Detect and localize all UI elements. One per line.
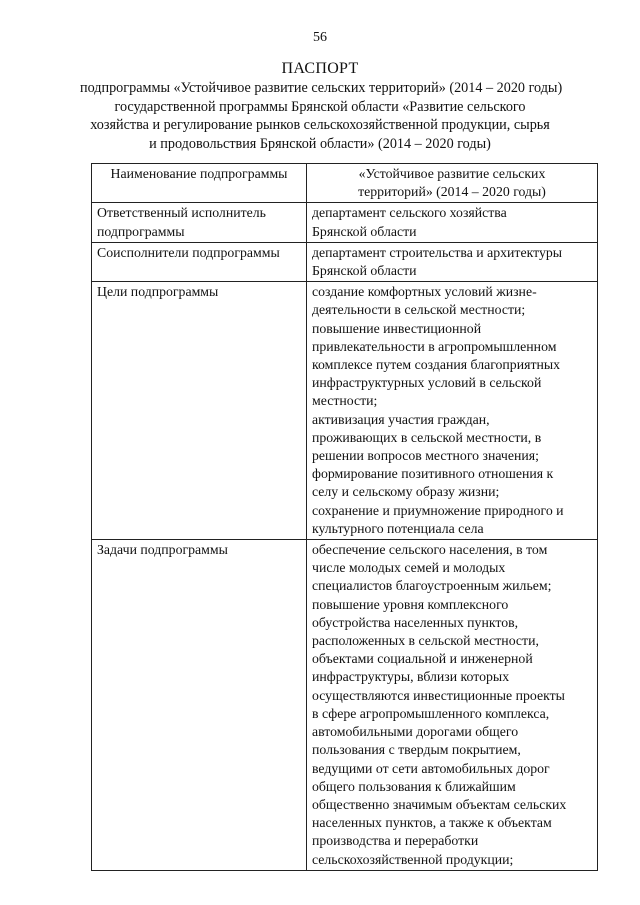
row-value-line: в сфере агропромышленного комплекса, bbox=[312, 705, 550, 721]
row-value-line: населенных пунктов, а также к объектам bbox=[312, 815, 552, 831]
header-value-cell bbox=[307, 164, 598, 203]
row-value-line: формирование позитивного отношения к bbox=[312, 466, 554, 482]
row-value-line: комплексе путем создания благоприятных bbox=[312, 357, 561, 373]
row-value-line: инфраструктурных условий в сельской bbox=[312, 375, 542, 391]
document-title: ПАСПОРТ bbox=[281, 60, 359, 77]
row-value-line: числе молодых семей и молодых bbox=[312, 560, 506, 576]
passport-table bbox=[91, 163, 598, 871]
row-value-line: общественно значимым объектам сельских bbox=[312, 796, 567, 812]
row-value-line: инфраструктуры, вблизи которых bbox=[312, 669, 510, 685]
subtitle-line: государственной программы Брянской области «Развитие сельского bbox=[114, 98, 526, 115]
row-value-line: специалистов благоустроенным жильем; bbox=[312, 578, 552, 594]
row-name-cell bbox=[92, 203, 307, 242]
subtitle-line: и продовольствия Брянской области» (2014 – 2020 годы) bbox=[149, 135, 491, 152]
row-value-line: сохранение и приумножение природного и bbox=[312, 502, 564, 518]
row-value-line: департамент сельского хозяйства bbox=[312, 205, 507, 221]
row-name-line: Цели подпрограммы bbox=[97, 284, 219, 300]
header-value-line: территорий» (2014 – 2020 годы) bbox=[358, 184, 546, 200]
row-value-line: департамент строительства и архитектуры bbox=[312, 244, 563, 260]
header-name-text: Наименование подпрограммы bbox=[110, 166, 288, 181]
row-value-cell bbox=[307, 242, 598, 281]
row-value-cell bbox=[307, 282, 598, 540]
row-value-line: производства и переработки bbox=[312, 833, 479, 849]
row-value-line: культурного потенциала села bbox=[312, 520, 484, 536]
table-row bbox=[92, 282, 598, 540]
row-name-line: Задачи подпрограммы bbox=[97, 542, 228, 558]
row-value-line: объектами социальной и инженерной bbox=[312, 651, 533, 667]
row-value-line: общего пользования к ближайшим bbox=[312, 778, 516, 794]
header-value-line: «Устойчивое развитие сельских bbox=[358, 166, 546, 181]
row-name-line: Ответственный исполнитель bbox=[97, 205, 266, 221]
row-value-line: местности; bbox=[312, 393, 378, 409]
row-value-line: создание комфортных условий жизне- bbox=[312, 284, 537, 300]
table-row bbox=[92, 203, 598, 242]
row-name-cell bbox=[92, 282, 307, 540]
table-row bbox=[92, 242, 598, 281]
row-value-line: осуществляются инвестиционные проекты bbox=[312, 687, 565, 703]
row-name-cell bbox=[92, 540, 307, 871]
page-number: 56 bbox=[313, 30, 327, 45]
subtitle-line: подпрограммы «Устойчивое развитие сельских территорий» (2014 – 2020 годы) bbox=[80, 80, 563, 96]
row-name-line: Соисполнители подпрограммы bbox=[97, 244, 280, 260]
row-value-line: повышение уровня комплексного bbox=[312, 596, 509, 612]
row-value-line: привлекательности в агропромышленном bbox=[312, 338, 557, 354]
row-value-line: проживающих в сельской местности, в bbox=[312, 429, 542, 445]
row-value-line: селу и сельскому образу жизни; bbox=[312, 484, 500, 500]
row-value-line: решении вопросов местного значения; bbox=[312, 448, 539, 464]
subtitle-line: хозяйства и регулирование рынков сельскохозяйственной продукции, сырья bbox=[90, 117, 550, 133]
row-value-line: повышение инвестиционной bbox=[312, 320, 482, 336]
row-value-line: активизация участия граждан, bbox=[312, 411, 490, 427]
header-name-cell bbox=[92, 164, 307, 203]
row-value-line: пользования с твердым покрытием, bbox=[312, 742, 521, 758]
row-value-line: Брянской области bbox=[312, 223, 417, 239]
row-value-cell bbox=[307, 203, 598, 242]
row-value-line: автомобильными дорогами общего bbox=[312, 724, 519, 740]
row-value-line: ведущими от сети автомобильных дорог bbox=[312, 760, 550, 776]
row-value-line: сельскохозяйственной продукции; bbox=[312, 851, 514, 867]
document-subtitle bbox=[80, 79, 563, 153]
row-value-line: расположенных в сельской местности, bbox=[312, 633, 539, 649]
row-value-cell bbox=[307, 540, 598, 871]
row-value-line: Брянской области bbox=[312, 263, 417, 279]
row-value-line: обустройства населенных пунктов, bbox=[312, 614, 519, 630]
table-row bbox=[92, 540, 598, 871]
row-value-line: обеспечение сельского населения, в том bbox=[312, 542, 548, 558]
table-header-row bbox=[92, 164, 598, 203]
row-name-cell bbox=[92, 242, 307, 281]
row-value-line: деятельности в сельской местности; bbox=[312, 302, 526, 318]
row-name-line: подпрограммы bbox=[97, 223, 185, 239]
